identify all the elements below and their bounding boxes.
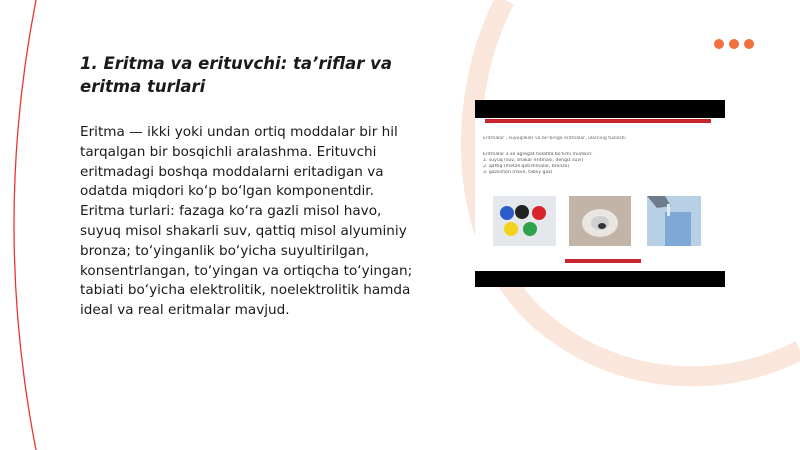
dot [729,39,739,49]
embedded-slide-line: 1. suyuq (suv, shakar eritmasi, dengiz suvi) [483,158,584,163]
red-rule-top [485,119,711,123]
embedded-slide-heading: Eritmalar , suyuqliklar va bir-biriga eritmalar, ularning tuzilishi [483,136,626,141]
dot [744,39,754,49]
dot [714,39,724,49]
black-bar-bottom [475,271,725,287]
menu-dots-icon [714,39,754,49]
slide-title: 1. Eritma va erituvchi: ta’riflar va eritma turlari [80,54,393,96]
slide-body-text: Eritma — ikki yoki undan ortiq moddalar bir hil tarqalgan bir bosqichli aralashma. Erituvchi eritmadagi boshqa moddalarni eritadigan va odatda miqdori ko‘p bo‘lgan komponentdir. Eritma turlari: fazaga ko‘ra gazli misol havo, suyuq misol shakarli suv, qattiq misol alyuminiy bronza; to‘yinganlik bo‘yicha suyultirilgan, konsentrlangan, to‘yingan va ortiqcha to‘yingan; tabiati bo‘yicha elektrolitik, noelektrolitik hamda ideal va real eritmalar mavjud. [80,124,413,319]
embedded-slide-lines [483,152,713,176]
embedded-slide-line: 3. gazsimon (havo, tabiiy gaz) [483,170,553,175]
glass-of-water-photo [569,196,631,246]
left-red-arc [14,0,36,450]
black-bar-top [475,100,725,118]
embedded-slide-line: 2. qattiq (metall qotishmalar, bronza) [483,164,570,169]
embedded-slide-image [475,100,725,287]
red-rule-bottom [565,259,641,263]
pouring-liquid-photo [647,196,701,246]
paint-jars-photo [493,196,556,246]
embedded-slide-line: Eritmalar 3 xil agregat holatda bo'lishi mumkin: [483,152,593,157]
